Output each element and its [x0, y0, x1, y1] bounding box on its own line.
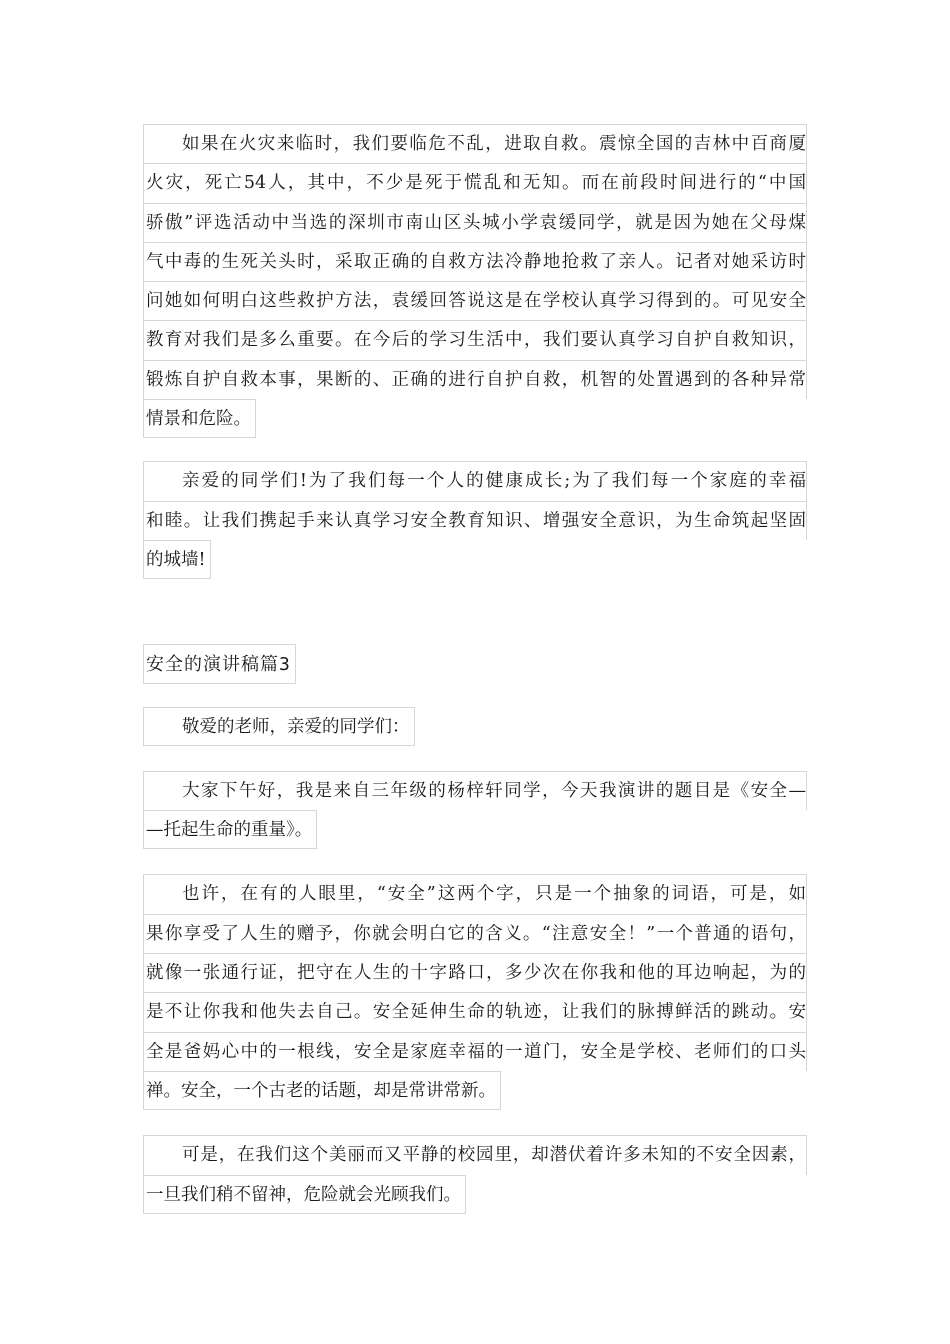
document-body	[143, 124, 807, 1219]
text-line: 教育对我们是多么重要。在今后的学习生活中，我们要认真学习自护自救知识，	[143, 320, 807, 359]
text-line: 锻炼自护自救本事，果断的、正确的进行自护自救，机智的处置遇到的各种异常	[143, 360, 807, 399]
paragraph-hidden-dangers	[143, 1135, 807, 1219]
text-line: 如果在火灾来临时，我们要临危不乱，进取自救。震惊全国的吉林中百商厦	[143, 124, 807, 163]
text-line: 情景和危险。	[143, 399, 256, 438]
text-line: 气中毒的生死关头时，采取正确的自救方法冷静地抢救了亲人。记者对她采访时	[143, 242, 807, 281]
paragraph-greeting	[143, 707, 807, 751]
text-line: 也许，在有的人眼里，“安全”这两个字，只是一个抽象的词语，可是，如	[143, 874, 807, 913]
paragraph-introduction	[143, 771, 807, 855]
text-line: 火灾，死亡54人，其中，不少是死于慌乱和无知。而在前段时间进行的“中国	[143, 163, 807, 202]
text-line: 禅。安全，一个古老的话题，却是常讲常新。	[143, 1071, 501, 1110]
text-line: 大家下午好，我是来自三年级的杨梓轩同学，今天我演讲的题目是《安全—	[143, 771, 807, 810]
text-line: 果你享受了人生的赠予，你就会明白它的含义。“注意安全！”一个普通的语句，	[143, 914, 807, 953]
text-line: 就像一张通行证，把守在人生的十字路口，多少次在你我和他的耳边响起，为的	[143, 953, 807, 992]
text-line: 的城墙!	[143, 540, 211, 579]
text-line: 可是，在我们这个美丽而又平静的校园里，却潜伏着许多未知的不安全因素，	[143, 1135, 807, 1174]
paragraph-fire-self-rescue	[143, 124, 807, 443]
text-line: 和睦。让我们携起手来认真学习安全教育知识、增强安全意识，为生命筑起坚固	[143, 501, 807, 540]
paragraph-meaning-of-safety	[143, 874, 807, 1115]
paragraph-call-to-action	[143, 461, 807, 584]
text-line: 敬爱的老师，亲爱的同学们：	[143, 707, 415, 746]
text-line: 全是爸妈心中的一根线，安全是家庭幸福的一道门，安全是学校、老师们的口头	[143, 1032, 807, 1071]
text-line: 一旦我们稍不留神，危险就会光顾我们。	[143, 1175, 466, 1214]
text-line: 问她如何明白这些救护方法，袁缓回答说这是在学校认真学习得到的。可见安全	[143, 281, 807, 320]
text-line: —托起生命的重量》。	[143, 810, 317, 849]
text-line: 骄傲”评选活动中当选的深圳市南山区头城小学袁缓同学，就是因为她在父母煤	[143, 203, 807, 242]
section-heading-block	[143, 644, 807, 688]
section-heading: 安全的演讲稿篇3	[143, 644, 296, 683]
text-line: 是不让你我和他失去自己。安全延伸生命的轨迹，让我们的脉搏鲜活的跳动。安	[143, 992, 807, 1031]
text-line: 亲爱的同学们!为了我们每一个人的健康成长;为了我们每一个家庭的幸福	[143, 461, 807, 500]
